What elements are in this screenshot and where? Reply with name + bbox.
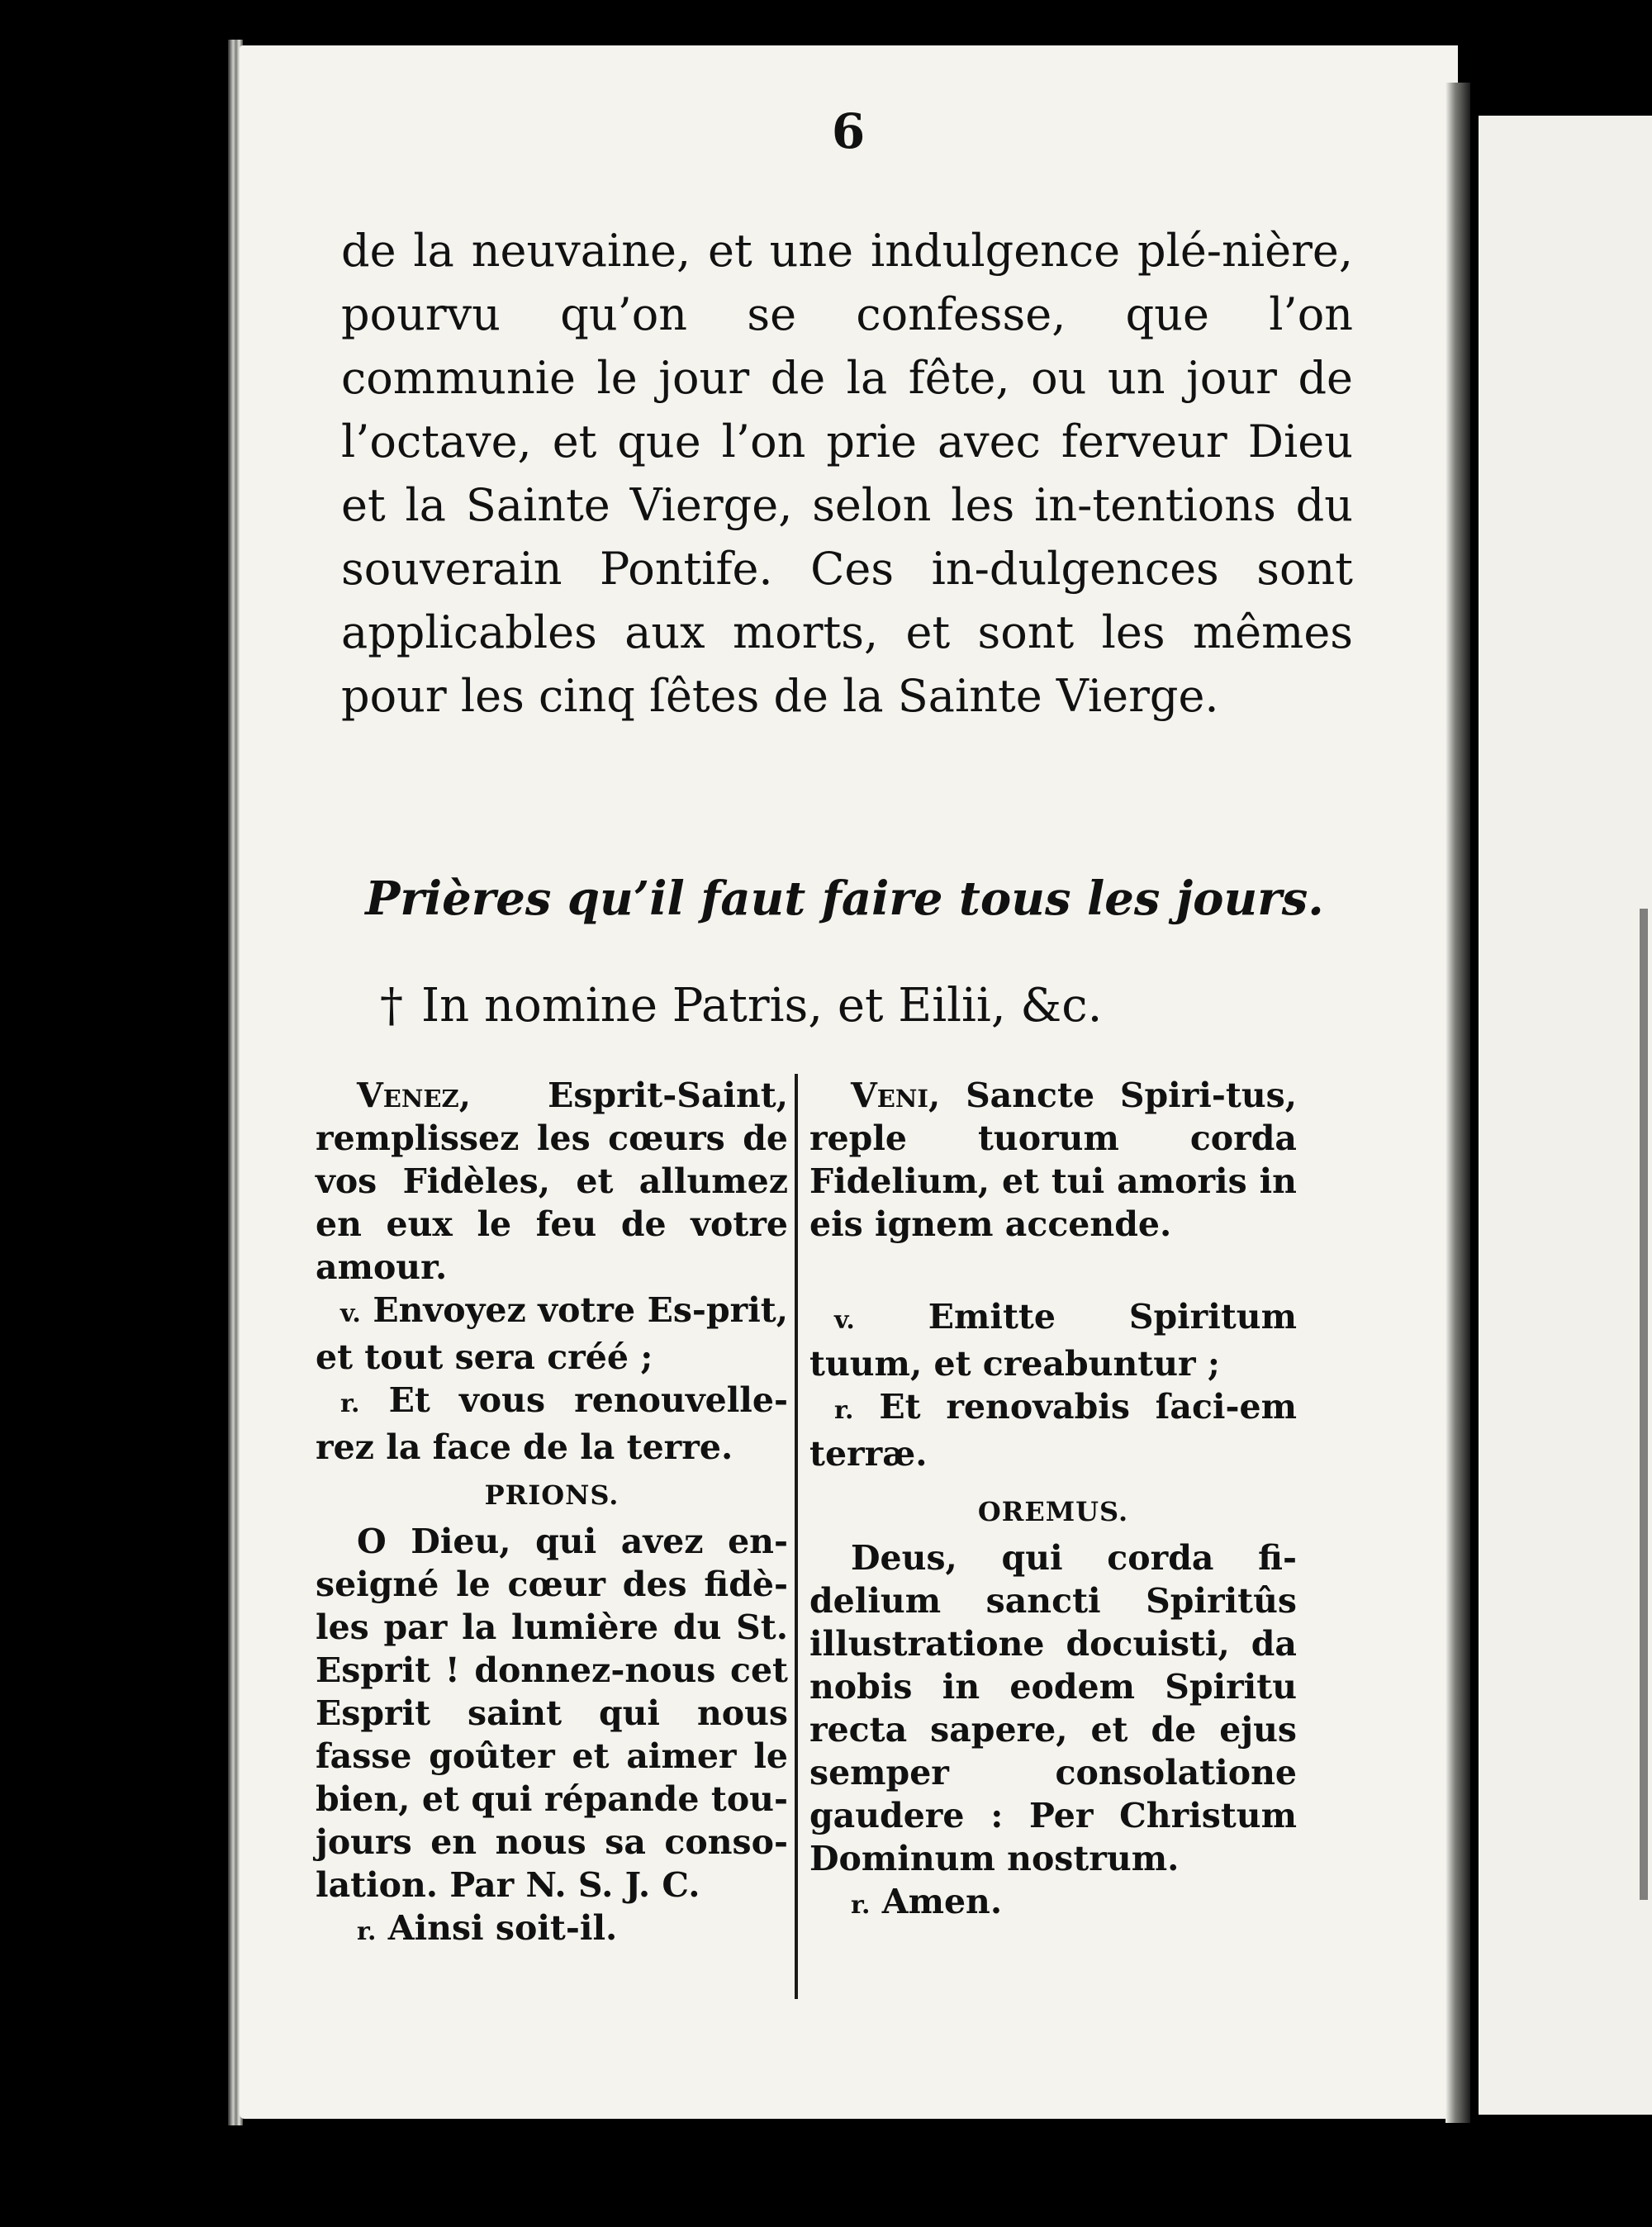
spacer	[809, 1246, 1297, 1295]
cross-icon: †	[380, 979, 403, 1033]
french-invocation-text: , Esprit-Saint, remplissez les cœurs de vos Fidèles, et allumez en eux le feu de votre amour.	[316, 1076, 788, 1287]
french-prayer-title: PRIONS.	[484, 1479, 620, 1511]
page-number: 6	[831, 103, 866, 159]
french-closing-text: Ainsi soit-il.	[387, 1908, 618, 1948]
versicle-mark: v.	[340, 1299, 361, 1328]
french-response-text: Et vous renouvelle-rez la face de la terre.	[316, 1380, 788, 1467]
sign-of-cross-text: In nomine Patris, et Eilii, &c.	[421, 979, 1103, 1033]
french-response	[316, 1379, 788, 1469]
latin-prayer: Deus, qui corda fi-delium sancti Spiritûs illustratione docuisti, da nobis in eodem Spiritu recta sapere, et de ejus semper consolatione gaudere : Per Christum Dominum nostrum.	[809, 1538, 1297, 1878]
latin-invocation-text: , Sancte Spiri-tus, reple tuorum corda Fidelium, et tui amoris in eis ignem accende.	[809, 1076, 1297, 1244]
latin-response-text: Et renovabis ſaci-em terræ.	[809, 1387, 1297, 1474]
response-mark: r.	[834, 1396, 854, 1425]
french-invocation	[316, 1074, 788, 1289]
versicle-mark: v.	[834, 1306, 855, 1335]
latin-versicle	[809, 1295, 1297, 1385]
response-mark: r.	[340, 1389, 360, 1418]
sign-of-cross-line	[380, 979, 1355, 1033]
latin-closing	[809, 1880, 1297, 1927]
response-mark: r.	[851, 1891, 871, 1920]
adjacent-page	[1479, 116, 1652, 2115]
french-invocation-lead: Venez	[357, 1076, 459, 1115]
book-gutter	[1446, 83, 1470, 2123]
spacer	[809, 1475, 1297, 1485]
french-column	[316, 1074, 788, 1954]
prayers-heading: Prières qu’il faut faire tous les jours.	[365, 871, 1324, 926]
response-mark: r.	[357, 1917, 377, 1946]
latin-response	[809, 1385, 1297, 1475]
french-versicle	[316, 1289, 788, 1379]
french-prayer: O Dieu, qui avez en-seigné le cœur des fidè-les par la lumière du St. Esprit ! donnez-nous cet Esprit saint qui nous fasse goûter et aimer le bien, et qui répande tou-jours en nous sa conso-lation. Par N. S. J. C.	[316, 1522, 788, 1905]
latin-column	[809, 1074, 1297, 1927]
adjacent-page-text-edge	[1640, 909, 1652, 1900]
french-versicle-text: Envoyez votre Es-prit, et tout sera créé ;	[316, 1290, 789, 1377]
latin-invocation	[809, 1074, 1297, 1246]
column-divider	[795, 1074, 798, 1999]
latin-prayer-title: OREMUS.	[977, 1496, 1129, 1527]
latin-closing-text: Amen.	[881, 1882, 1003, 1921]
book-page	[240, 45, 1458, 2119]
indulgence-paragraph: de la neuvaine, et une indulgence plé-nière, pourvu qu’on se confesse, que l’on communie le jour de la fête, ou un jour de l’octave, et que l’on prie avec ferveur Dieu et la Sainte Vierge, selon les in-tentions du souverain Pontife. Ces in-dulgences sont applicables aux morts, et sont les mêmes pour les cinq ſêtes de la Sainte Vierge.	[341, 225, 1353, 722]
latin-invocation-lead: Veni	[851, 1076, 928, 1115]
french-closing	[316, 1906, 788, 1954]
latin-versicle-text: Emitte Spiritum tuum, et creabuntur ;	[809, 1297, 1297, 1384]
